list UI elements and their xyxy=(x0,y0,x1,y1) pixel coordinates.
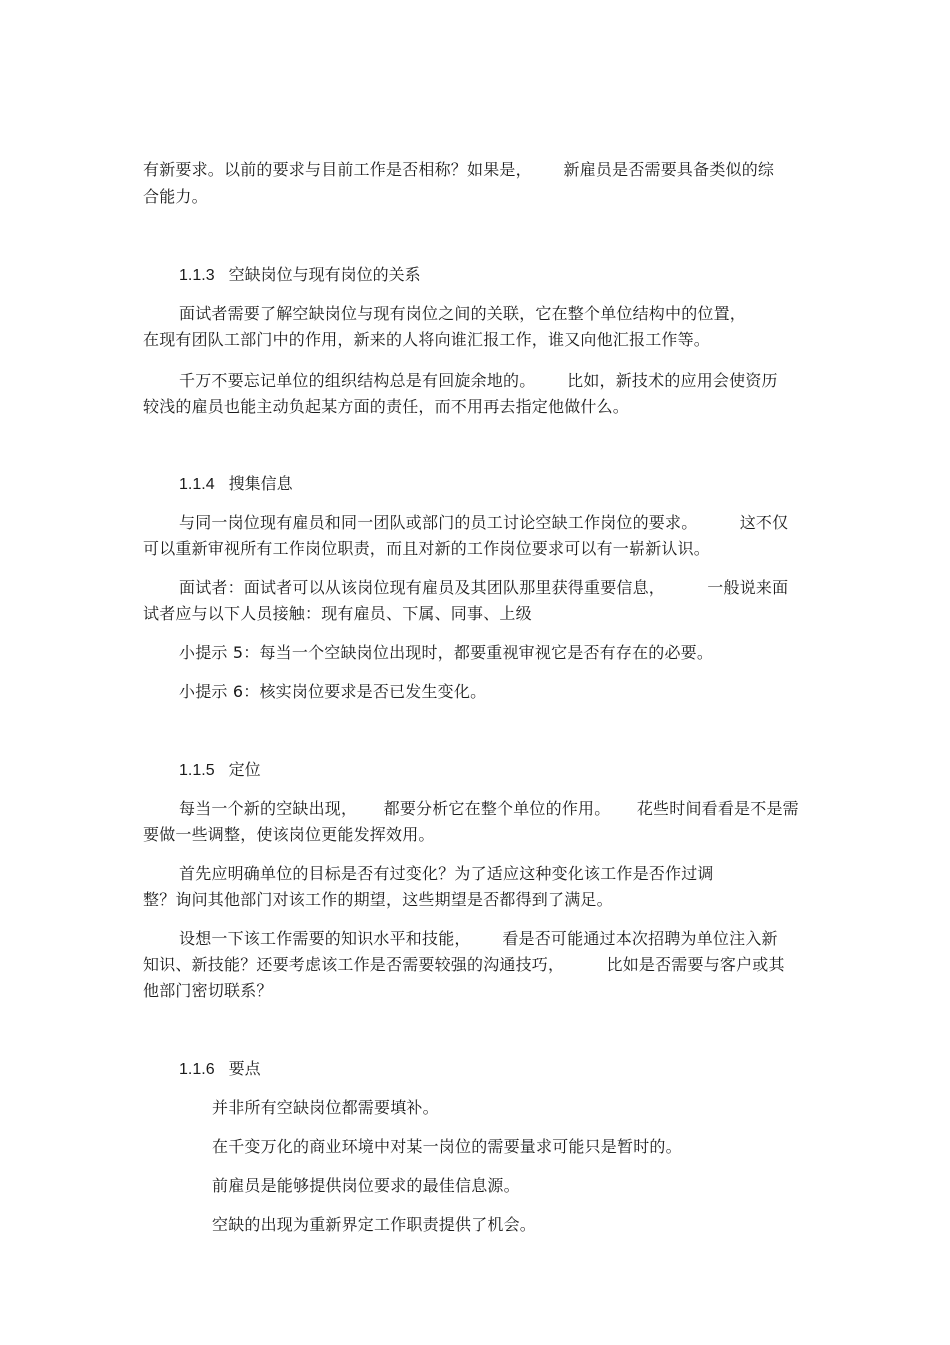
paragraph-line: 可以重新审视所有工作岗位职责，而且对新的工作岗位要求可以有一崭新认识。 xyxy=(143,539,711,558)
paragraph-line: 较浅的雇员也能主动负起某方面的责任，而不用再去指定他做什么。 xyxy=(143,397,630,416)
paragraph-line: 在现有团队工部门中的作用，新来的人将向谁汇报工作，谁又向他汇报工作等。 xyxy=(143,330,711,349)
key-point: 前雇员是能够提供岗位要求的最佳信息源。 xyxy=(212,1176,520,1195)
section-heading-114 xyxy=(179,474,293,495)
paragraph-line: 设想一下该工作需要的知识水平和技能， 看是否可能通过本次招聘为单位注入新 xyxy=(179,929,778,948)
section-number: 1.1.6 xyxy=(179,1061,215,1078)
paragraph-line: 整？询问其他部门对该工作的期望，这些期望是否都得到了满足。 xyxy=(143,890,613,909)
paragraph-line: 试者应与以下人员接触：现有雇员、下属、同事、上级 xyxy=(143,604,532,623)
key-point: 空缺的出现为重新界定工作职责提供了机会。 xyxy=(212,1215,537,1234)
intro-line-1: 有新要求。以前的要求与目前工作是否相称？如果是， 新雇员是否需要具备类似的综 xyxy=(143,160,775,179)
section-heading-113 xyxy=(179,265,421,286)
tip-line: 小提示 5：每当一个空缺岗位出现时，都要重视审视它是否有存在的必要。 xyxy=(179,643,714,662)
intro-line-2: 合能力。 xyxy=(143,187,208,206)
paragraph-line: 与同一岗位现有雇员和同一团队或部门的员工讨论空缺工作岗位的要求。 这不仅 xyxy=(179,513,789,532)
section-title: 搜集信息 xyxy=(228,474,293,493)
paragraph-line: 每当一个新的空缺出现， 都要分析它在整个单位的作用。 花些时间看看是不是需 xyxy=(179,799,799,818)
section-number: 1.1.4 xyxy=(179,476,215,493)
paragraph-line: 首先应明确单位的目标是否有过变化？为了适应这种变化该工作是否作过调 xyxy=(179,864,714,883)
key-point: 并非所有空缺岗位都需要填补。 xyxy=(212,1098,439,1117)
section-title: 要点 xyxy=(228,1059,261,1078)
section-heading-115 xyxy=(179,760,261,781)
section-number: 1.1.3 xyxy=(179,267,215,284)
section-number: 1.1.5 xyxy=(179,762,215,779)
paragraph-line: 千万不要忘记单位的组织结构总是有回旋余地的。 比如，新技术的应用会使资历 xyxy=(179,371,778,390)
key-point: 在千变万化的商业环境中对某一岗位的需要量求可能只是暂时的。 xyxy=(212,1137,682,1156)
paragraph-line: 要做一些调整，使该岗位更能发挥效用。 xyxy=(143,825,435,844)
paragraph-line: 他部门密切联系？ xyxy=(143,981,273,1000)
paragraph-line: 知识、新技能？还要考虑该工作是否需要较强的沟通技巧， 比如是否需要与客户或其 xyxy=(143,955,785,974)
paragraph-line: 面试者：面试者可以从该岗位现有雇员及其团队那里获得重要信息， 一般说来面 xyxy=(179,578,789,597)
section-heading-116 xyxy=(179,1059,261,1080)
tip-line: 小提示 6：核实岗位要求是否已发生变化。 xyxy=(179,682,487,701)
paragraph-line: 面试者需要了解空缺岗位与现有岗位之间的关联，它在整个单位结构中的位置， xyxy=(179,304,747,323)
section-title: 空缺岗位与现有岗位的关系 xyxy=(228,265,421,284)
section-title: 定位 xyxy=(228,760,261,779)
